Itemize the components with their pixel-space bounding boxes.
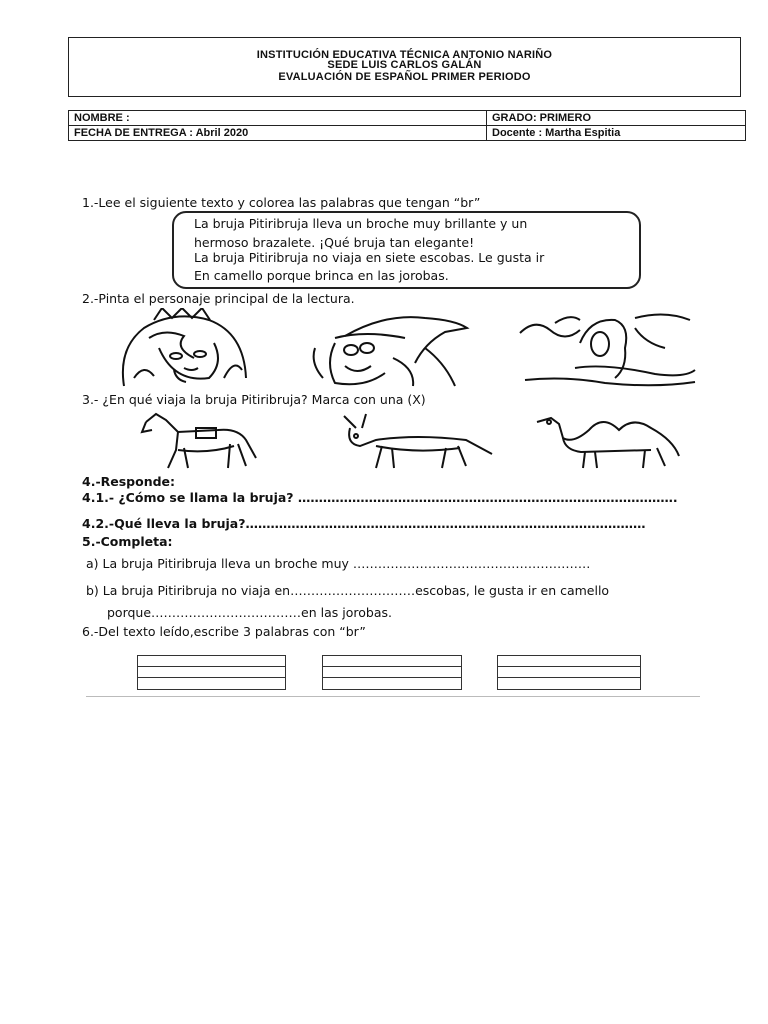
header-box [68,37,741,97]
q2-prompt: 2.-Pinta el personaje principal de la lectura. [82,291,355,306]
word-box-row[interactable] [138,656,285,667]
fecha-cell: FECHA DE ENTREGA : Abril 2020 [69,126,487,141]
q3-prompt: 3.- ¿En qué viaja la bruja Pitiribruja? Marca con una (X) [82,392,426,407]
mermaid-drawing[interactable] [515,308,700,388]
word-box-row[interactable] [498,656,640,667]
exam-title: EVALUACIÓN DE ESPAÑOL PRIMER PERIODO [278,71,531,83]
school-name: INSTITUCIÓN EDUCATIVA TÉCNICA ANTONIO NARIÑO [256,49,553,61]
word-box-row[interactable] [498,678,640,689]
text-line-4: En camello porque brinca en las jorobas. [194,268,449,283]
q5-title: 5.-Completa: [82,534,173,549]
q5-b2-line[interactable]: porque………………………………en las jorobas. [107,605,392,620]
word-box-row[interactable] [498,667,640,678]
word-box-row[interactable] [323,656,461,667]
q1-prompt: 1.-Lee el siguiente texto y colorea las palabras que tengan “br” [82,195,481,210]
donkey-drawing[interactable] [336,410,496,470]
text-line-3: La bruja Pitiribruja no viaja en siete escobas. Le gusta ir [194,250,545,265]
word-box-1[interactable] [137,655,286,690]
q4-2-line[interactable]: 4.2.-Qué lleva la bruja?…………………………………………………………………………………… [82,516,646,531]
q6-prompt: 6.-Del texto leído,escribe 3 palabras con “br” [82,624,366,639]
horse-drawing[interactable] [138,410,260,470]
info-table [68,110,746,141]
witch-drawing[interactable] [305,308,470,388]
text-line-1: La bruja Pitiribruja lleva un broche muy brillante y un [194,216,528,231]
nombre-cell[interactable]: NOMBRE : [69,111,487,126]
princess-drawing[interactable] [114,308,254,388]
docente-cell: Docente : Martha Espitia [487,126,746,141]
word-box-3[interactable] [497,655,641,690]
camel-drawing[interactable] [533,410,685,470]
reading-text-box [172,211,641,289]
bottom-rule [86,696,700,697]
campus-name: SEDE LUIS CARLOS GALÁN [327,59,482,71]
q5-b-line[interactable]: b) La bruja Pitiribruja no viaja en…………………………escobas, le gusta ir en camello [86,583,610,598]
text-line-2: hermoso brazalete. ¡Qué bruja tan elegante! [194,235,475,250]
q4-title: 4.-Responde: [82,474,176,489]
word-box-row[interactable] [323,678,461,689]
word-box-row[interactable] [138,667,285,678]
word-box-row[interactable] [323,667,461,678]
word-box-row[interactable] [138,678,285,689]
grado-cell: GRADO: PRIMERO [487,111,746,126]
word-box-2[interactable] [322,655,462,690]
q5-a-line[interactable]: a) La bruja Pitiribruja lleva un broche muy ………………………………………………… [86,556,591,571]
q4-1-line[interactable]: 4.1.- ¿Cómo se llama la bruja? ………………………………………………………………………………. [82,490,678,505]
